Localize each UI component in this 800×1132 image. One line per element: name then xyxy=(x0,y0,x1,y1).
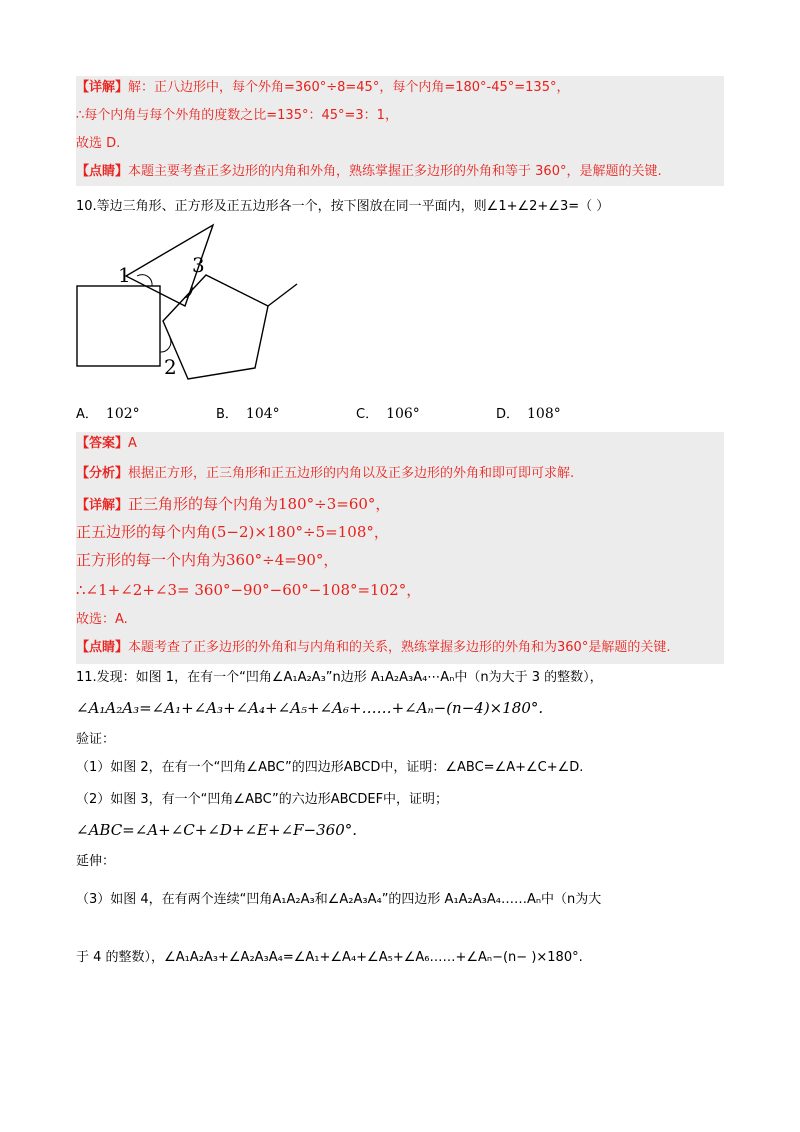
q10-detail-line3: 正方形的每一个内角为360°÷4=90°， xyxy=(76,551,339,569)
angle1-label: 1 xyxy=(118,263,131,287)
q9-comment-text: 本题主要考查正多边形的内角和外角，熟练掌握正多边形的外角和等于 360°，是解题的关键. xyxy=(128,164,662,179)
q10-analysis-text: 根据正方形，正三角形和正五边形的内角以及正多边形的外角和即可即可求解. xyxy=(128,466,575,481)
q10-comment-label: 【点睛】 xyxy=(76,640,129,655)
angle2-label: 2 xyxy=(164,355,177,379)
pentagon-extension-line xyxy=(268,284,297,306)
option-c-value: 106° xyxy=(386,406,420,422)
option-a-value: 102° xyxy=(105,406,140,422)
q9-ratio-line: ∴每个内角与每个外角的度数之比=135°：45°=3：1， xyxy=(76,108,398,123)
q9-choose-line: 故选 D. xyxy=(76,136,121,151)
q11-part3-line2: 于 4 的整数），∠A₁A₂A₃+∠A₂A₃A₄=∠A₁+∠A₄+∠A₅+∠A₆……+∠Aₙ−(n− )×180°. xyxy=(76,950,583,965)
q10-detail-line4: ∴∠1+∠2+∠3= 360°−90°−60°−108°=102°， xyxy=(76,581,422,599)
q10-detail-line1 xyxy=(76,494,390,516)
q10-answer-value: A xyxy=(128,436,137,451)
pentagon-shape xyxy=(163,275,268,379)
q11-extend-heading: 延伸： xyxy=(76,854,116,869)
option-b-value: 104° xyxy=(245,406,280,422)
option-d[interactable] xyxy=(496,404,561,425)
q11-line1: 11.发现：如图 1，在有一个“凹角∠A₁A₂A₃”n边形 A₁A₂A₃A₄⋯Aₙ中（n为大于 3 的整数）， xyxy=(76,670,603,685)
q9-detail-text: 解：正八边形中，每个外角=360°÷8=45°，每个内角=180°-45°=135°， xyxy=(128,80,570,95)
q9-comment-line xyxy=(76,162,662,182)
q9-detail-label: 【详解】 xyxy=(76,80,129,95)
q11-part3-line1: （3）如图 4，在有两个连续“凹角A₁A₂A₃和∠A₂A₃A₄”的四边形 A₁A₂A₃A₄……Aₙ中（n为大 xyxy=(76,892,602,907)
q10-analysis-line xyxy=(76,464,574,484)
q10-answer-label: 【答案】 xyxy=(76,436,129,451)
option-a[interactable] xyxy=(76,404,140,425)
q10-stem: 10.等边三角形、正方形及正五边形各一个，按下图放在同一平面内，则∠1+∠2+∠3=（ ） xyxy=(76,199,610,214)
q9-detail-line xyxy=(76,78,569,98)
q10-comment-text: 本题考查了正多边形的外角和与内角和的关系，熟练掌握多边形的外角和为360°是解题的关键. xyxy=(128,640,671,655)
square-shape xyxy=(77,286,160,366)
q10-detail-label: 【详解】 xyxy=(76,498,129,513)
q11-part2-formula: ∠ABC=∠A+∠C+∠D+∠E+∠F−360°. xyxy=(76,821,358,839)
option-a-letter: A． xyxy=(76,407,98,422)
angle1-arc xyxy=(137,275,152,286)
angle3-label: 3 xyxy=(192,253,205,277)
q11-line2: ∠A₁A₂A₃=∠A₁+∠A₃+∠A₄+∠A₅+∠A₆+……+∠Aₙ−(n−4)×180°. xyxy=(76,699,544,717)
option-b-letter: B． xyxy=(216,407,238,422)
q11-verify-heading: 验证： xyxy=(76,732,116,747)
q10-analysis-label: 【分析】 xyxy=(76,466,129,481)
q11-part1: （1）如图 2，在有一个“凹角∠ABC”的四边形ABCD中，证明：∠ABC=∠A+∠C+∠D. xyxy=(76,760,584,775)
option-b[interactable] xyxy=(216,404,280,425)
q10-detail-line1-text: 正三角形的每个内角为180°÷3=60°， xyxy=(128,495,391,513)
option-d-letter: D． xyxy=(496,407,520,422)
option-c[interactable] xyxy=(356,404,420,425)
q9-comment-label: 【点睛】 xyxy=(76,164,129,179)
option-d-value: 108° xyxy=(527,406,561,422)
q10-comment-line xyxy=(76,638,670,658)
q10-figure xyxy=(70,220,310,390)
q11-part2: （2）如图 3，有一个“凹角∠ABC”的六边形ABCDEF中，证明； xyxy=(76,792,449,807)
q10-detail-line2: 正五边形的每个内角(5−2)×180°÷5=108°， xyxy=(76,523,389,541)
q10-answer-line xyxy=(76,434,137,454)
angle2-arc xyxy=(160,338,171,352)
q10-choose-line: 故选：A. xyxy=(76,612,128,627)
option-c-letter: C． xyxy=(356,407,379,422)
